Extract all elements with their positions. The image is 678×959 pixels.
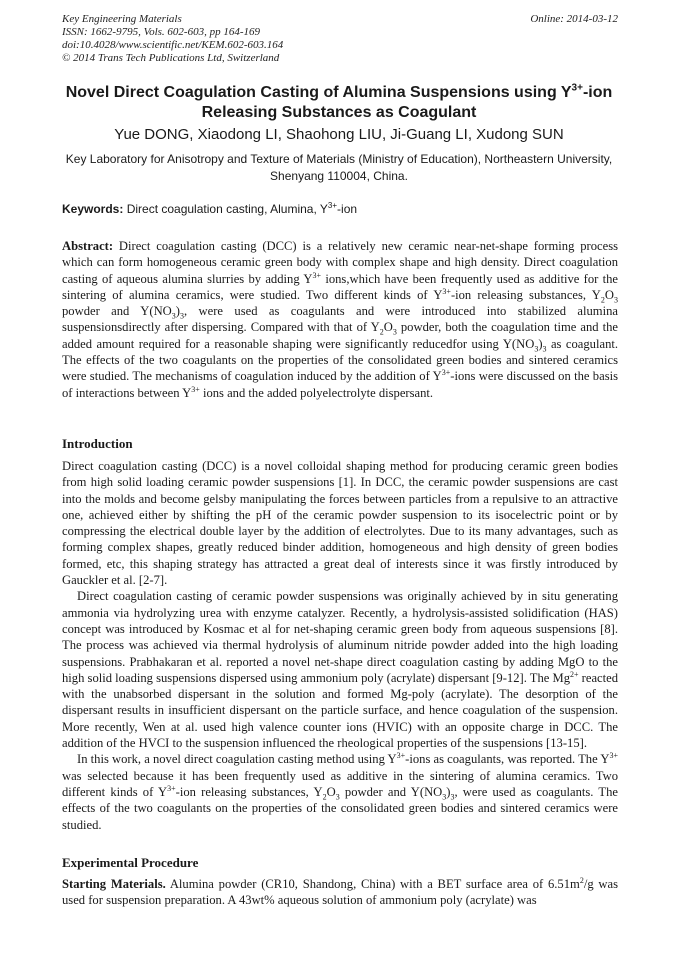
abstract-sub: 2 (379, 328, 384, 337)
intro-text: ) (446, 784, 451, 799)
keywords-tail: -ion (337, 202, 358, 216)
paper-authors: Yue DONG, Xiaodong LI, Shaohong LIU, Ji-Guang LI, Xudong SUN (114, 126, 564, 143)
intro-sub: 3 (335, 792, 340, 802)
abstract-sup: 3+ (312, 270, 322, 280)
abstract-text: -ion releasing substances, Y (450, 287, 601, 302)
intro-text: reacted with the unabsorbed dispersant in the solution and formed Mg-poly (acrylate). The desorption of the dispersant results in insufficient dispersant on the particle surface, and hence coagulation of the suspension. More recently, Wen at al. used high valence counter ions (HVIC) with an opposite charge in DCC. The addition of the HVCI to the suspension influenced the rheological properties of the suspensions [13-15]. (62, 670, 619, 751)
abstract-text: powder, both the coagulation time and the added amount required for a reasonable shaping were significantly reducedfor using Y(NO (62, 320, 618, 351)
abstract-text: ions and the added polyelectrolyte dispersant. (199, 385, 434, 400)
keywords-sup: 3+ (327, 201, 338, 210)
intro-sup: 3+ (167, 783, 176, 793)
abstract-text: ) (538, 336, 543, 351)
abstract-sup: 3+ (441, 368, 451, 378)
experimental-text: Alumina powder (CR10, Shandong, China) with a BET surface area of 6.51m (165, 877, 580, 891)
journal-doi: doi:10.4028/www.scientific.net/KEM.602-603.164 (62, 39, 284, 51)
intro-text: was selected because it has been frequently used as additive in the sintering of alumina ceramics. Two different kinds of Y (62, 768, 618, 799)
intro-text: -ion releasing substances, Y (175, 784, 323, 799)
abstract-text: ) (175, 304, 180, 319)
intro-paragraph-2 (62, 588, 618, 751)
keywords (62, 201, 618, 217)
abstract-text: ions,which have been frequently used as additive for the sintering of alumina ceramics, were studied. Two different kinds of Y (62, 271, 618, 302)
starting-materials-label: Starting Materials. (62, 877, 166, 891)
intro-text: powder and Y(NO (339, 784, 443, 799)
abstract-sub: 3 (392, 328, 397, 337)
abstract-sub: 3 (542, 344, 547, 354)
journal-name: Key Engineering Materials (62, 13, 182, 25)
paper-affiliation: Key Laboratory for Anisotropy and Texture of Materials (Ministry of Education), Northeastern University, Shenyang 110004, China. (65, 152, 613, 183)
keywords-text: Direct coagulation casting, Alumina, Y (123, 202, 328, 216)
intro-text: -ions as coagulants, was reported. The Y (405, 752, 610, 767)
intro-sub: 2 (322, 792, 327, 802)
journal-header (62, 13, 618, 65)
abstract-text: powder and Y(NO (62, 304, 172, 319)
intro-sup: 3+ (609, 751, 618, 761)
paper-title (40, 83, 638, 123)
abstract-text: , were used as coagulants and were introduced into stabilized alumina suspensionsdirectly after dispersing. Compared with that of Y (62, 304, 618, 335)
intro-sub: 3 (450, 792, 455, 802)
abstract-sub: 3 (179, 311, 184, 321)
intro-text: In this work, a novel direct coagulation casting method using Y (77, 752, 397, 767)
title-text-1: Novel Direct Coagulation Casting of Alumina Suspensions using Y (65, 84, 572, 101)
experimental-text: /g was used for suspension preparation. A 43wt% aqueous solution of ammonium poly (acrylate) was (62, 877, 618, 908)
journal-copyright: © 2014 Trans Tech Publications Ltd, Switzerland (62, 52, 280, 64)
abstract-text: O (604, 287, 614, 302)
abstract-sup: 3+ (442, 286, 451, 296)
introduction-body (62, 458, 618, 833)
online-date: Online: 2014-03-12 (530, 13, 618, 25)
title-sup: 3+ (571, 82, 583, 94)
intro-sup: 2+ (570, 669, 579, 679)
journal-issn: ISSN: 1662-9795, Vols. 602-603, pp 164-169 (62, 26, 260, 38)
intro-sub: 3 (442, 792, 447, 802)
experimental-heading: Experimental Procedure (62, 855, 199, 870)
intro-paragraph-3 (62, 751, 618, 832)
abstract-text: O (383, 320, 393, 335)
abstract-text: Direct coagulation casting (DCC) is a relatively new ceramic near-net-shape forming process which can form homogeneous ceramic green body with complex shape and high density. Direct coagulation casting of aqueous alumina slurries by adding Y (62, 239, 618, 286)
keywords-label: Keywords: (62, 202, 124, 216)
abstract (62, 238, 618, 401)
abstract-label: Abstract: (62, 239, 114, 253)
abstract-sub: 2 (600, 295, 605, 305)
abstract-sup: 3+ (191, 384, 200, 394)
title-text-2: -ion Releasing Substances as Coagulant (201, 84, 613, 121)
intro-paragraph-1: Direct coagulation casting (DCC) is a novel colloidal shaping method for producing ceramic green bodies from high solid loading ceramic powder suspensions [1]. In DCC, the ceramic powder suspensions are cast into the molds and become gelsby manipulating the forces between particles from a repulsive to an attractive one, achieved either by shifting the pH of the ceramic powder suspension to its isocelectric point or by compressing the electrical double layer by the addition of electrolytes. Due to its many advantages, such as forming complex shapes, greatly reduced binder addition, homogeneous and high density of green bodies formed, etc, this shaping strategy has attracted a great deal of interests since it was firstly introduced by Gauckler et al. [2-7]. (62, 459, 618, 588)
intro-text: O (326, 784, 336, 799)
intro-sup: 3+ (396, 751, 406, 761)
intro-text: Direct coagulation casting of ceramic powder suspensions was originally achieved by in situ generating ammonia via hydrolyzing urea with enzyme catalyzer. Recently, a hydrolysis-assisted solidification (HAS) concept was introduced by Kosmac et al for net-shaping ceramic green body from aqueous suspensions [8]. The process was achieved via thermal hydrolysis of aluminum nitride powder added into the high loading suspensions. Prabhakaran et al. reported a novel net-shape direct coagulation casting by adding MgO to the high solid loading suspensions dispersed using ammonium poly (acrylate) dispersant [9-12]. The Mg (62, 589, 618, 685)
experimental-body (62, 876, 618, 909)
abstract-sub: 3 (171, 311, 176, 321)
abstract-text: -ions were discussed on the basis of interactions between Y (62, 369, 618, 400)
abstract-sub: 3 (534, 344, 539, 354)
intro-text: , were used as coagulants. The effects of the two coagulants on the properties of the consolidated green bodies and sintered ceramics were studied. (62, 784, 618, 832)
abstract-sub: 3 (614, 295, 618, 305)
introduction-heading: Introduction (62, 436, 133, 451)
abstract-text: as coagulant. The effects of the two coagulants on the properties of the consolidated green bodies and sintered ceramics were studied. The mechanisms of coagulation induced by the addition of Y (62, 336, 619, 384)
experimental-sup: 2 (579, 875, 584, 885)
